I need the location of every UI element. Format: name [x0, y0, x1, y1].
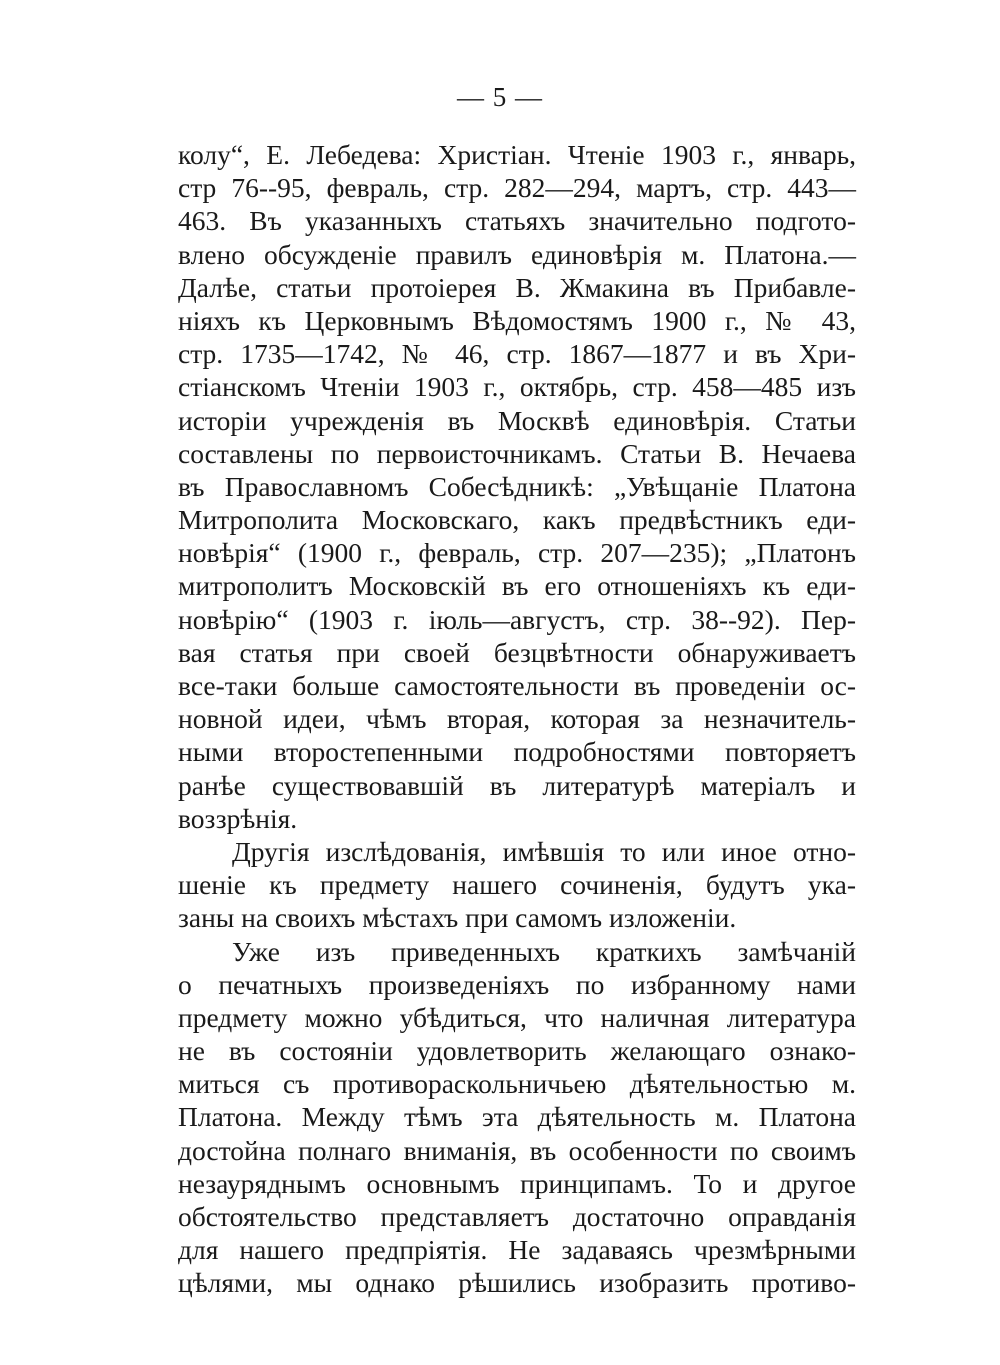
page-number: — 5 — [457, 82, 543, 112]
text-line: Другія изслѣдованія, имѣвшія то или иное отно- [232, 835, 856, 867]
text-line: достойна полнаго вниманія, въ особенности по своимъ [178, 1134, 856, 1166]
text-line: составлены по первоисточникамъ. Статьи В. Нечаева [178, 437, 856, 469]
text-line: для нашего предпріятія. Не задаваясь чрезмѣрными [178, 1234, 856, 1266]
text-line: все-таки больше самостоятельности въ проведеніи ос- [178, 670, 856, 701]
text-line: миться съ противораскольничьею дѣятельностью м. [178, 1068, 856, 1100]
text-line: исторіи учрежденія въ Москвѣ единовѣрія. Статьи [178, 404, 856, 436]
text-line: цѣлями, мы однако рѣшились изобразить противо- [178, 1267, 856, 1299]
text-line: о печатныхъ произведеніяхъ по избранному нами [178, 968, 856, 1000]
text-line: стр 76--95, февраль, стр. 282—294, мартъ, стр. 443— [178, 172, 856, 204]
text-line: ными второстепенными подробностями повторяетъ [178, 736, 856, 768]
text-line: незауряднымъ основнымъ принципамъ. То и другое [178, 1167, 856, 1199]
text-line: новѣрію“ (1903 г. іюль—августъ, стр. 38--92). Пер- [178, 603, 856, 635]
text-line: митрополитъ Московскій въ его отношеніяхъ къ еди- [178, 570, 856, 602]
text-line: Далѣе, статьи протоіерея В. Жмакина въ Прибавле- [178, 271, 856, 303]
text-line: шеніе къ предмету нашего сочиненія, будутъ ука- [178, 869, 856, 901]
text-line: Уже изъ приведенныхъ краткихъ замѣчаній [232, 935, 856, 967]
text-line: воззрѣнія. [178, 802, 298, 834]
text-line: предмету можно убѣдиться, что наличная литература [178, 1001, 856, 1033]
text-line: колу“, Е. Лебедева: Христіан. Чтеніе 1903 г., январь, [178, 139, 856, 170]
text-line: стр. 1735—1742, № 46, стр. 1867—1877 и въ Хри- [178, 338, 856, 370]
text-line: стіанскомъ Чтеніи 1903 г., октябрь, стр. 458—485 изъ [178, 371, 856, 403]
text-line: влено обсужденіе правилъ единовѣрія м. Платона.— [178, 238, 856, 270]
text-line: новной идеи, чѣмъ вторая, которая за незначитель- [178, 703, 856, 735]
text-line: не въ состояніи удовлетворить желающаго ознако- [178, 1035, 856, 1067]
text-line: Платона. Между тѣмъ эта дѣятельность м. Платона [178, 1101, 856, 1133]
text-line: новѣрія“ (1900 г., февраль, стр. 207—235); „Платонъ [178, 537, 856, 569]
text-line: Митрополита Московскаго, какъ предвѣстникъ еди- [178, 504, 856, 536]
text-line: ніяхъ къ Церковнымъ Вѣдомостямъ 1900 г., № 43, [178, 304, 856, 336]
text-line: обстоятельство представляетъ достаточно оправданія [178, 1201, 856, 1232]
text-line: вая статья при своей безцвѣтности обнаруживаетъ [178, 636, 856, 668]
text-line: заны на своихъ мѣстахъ при самомъ изложеніи. [178, 902, 737, 934]
text-line: ранѣе существовавшій въ литературѣ матеріалъ и [178, 769, 856, 801]
body-text [178, 138, 856, 1300]
text-line: 463. Въ указанныхъ статьяхъ значительно подгото- [178, 205, 856, 237]
text-line: въ Православномъ Собесѣдникѣ: „Увѣщаніе Платона [178, 470, 856, 502]
